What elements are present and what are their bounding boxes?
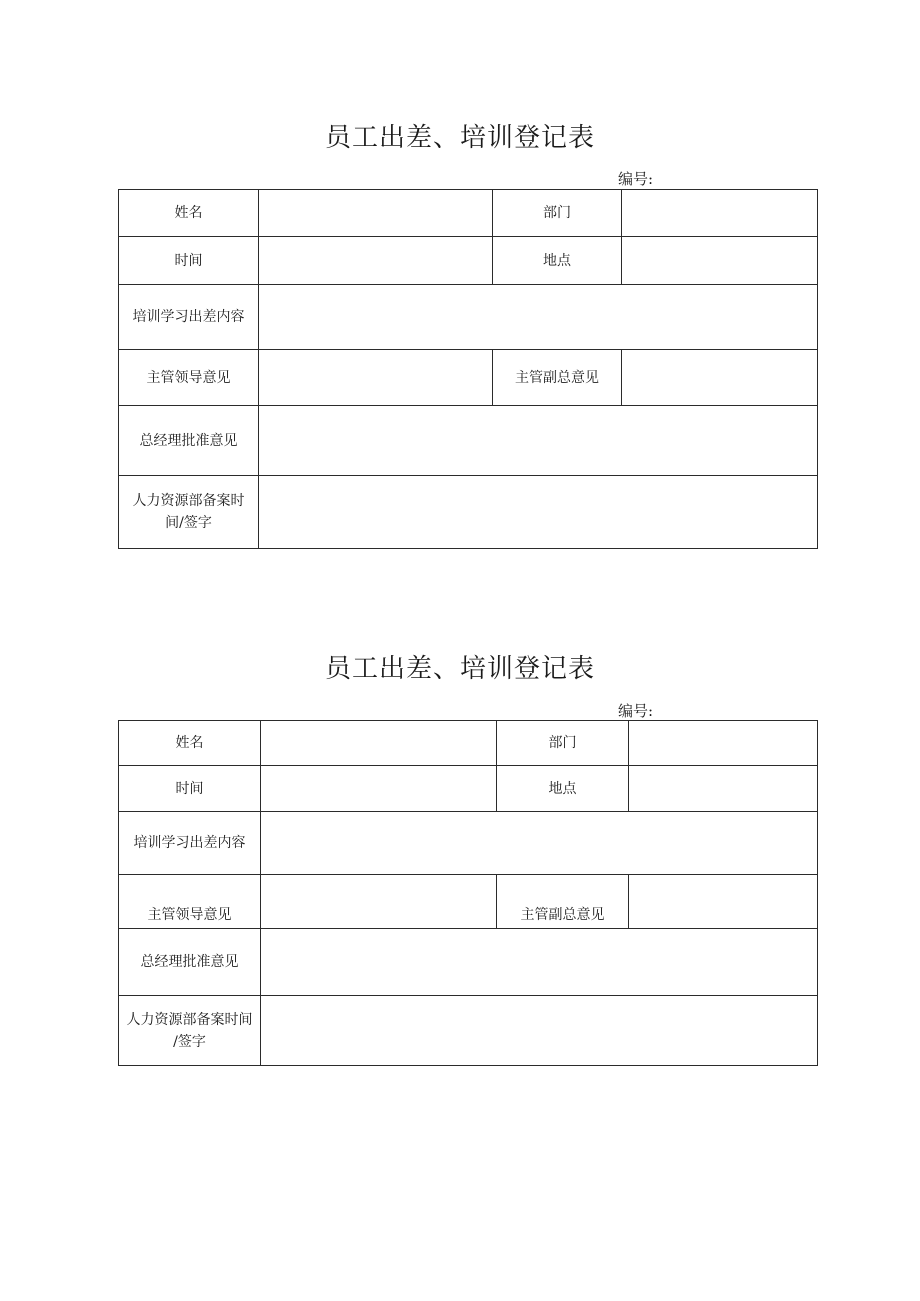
content-label: 培训学习出差内容 [119,285,259,350]
name-label: 姓名 [119,721,261,766]
hr-record-label-line2: /签字 [173,1033,206,1050]
hr-record-label-line1: 人力资源部备案时间 [126,1011,253,1028]
deputy-opinion-field[interactable] [629,875,818,929]
name-field[interactable] [261,721,497,766]
gm-approval-field[interactable] [259,406,818,476]
supervisor-opinion-field[interactable] [261,875,497,929]
content-label: 培训学习出差内容 [119,812,261,875]
supervisor-opinion-field[interactable] [259,350,493,406]
supervisor-opinion-label: 主管领导意见 [119,875,261,929]
deputy-opinion-label: 主管副总意见 [493,350,622,406]
time-label: 时间 [119,766,261,812]
hr-record-label-line1: 人力资源部备案时 [132,493,245,509]
content-field[interactable] [261,812,818,875]
location-field[interactable] [629,766,818,812]
gm-approval-field[interactable] [261,929,818,996]
department-label: 部门 [493,190,622,237]
form-1-serial-label: 编号: [618,170,654,188]
hr-record-label [119,996,261,1066]
time-field[interactable] [261,766,497,812]
location-field[interactable] [622,237,818,285]
hr-record-field[interactable] [261,996,818,1066]
form-1-table [118,189,818,549]
department-label: 部门 [497,721,629,766]
location-label: 地点 [497,766,629,812]
form-2-serial-label: 编号: [618,702,654,720]
deputy-opinion-label: 主管副总意见 [497,875,629,929]
hr-record-field[interactable] [259,476,818,549]
location-label: 地点 [493,237,622,285]
supervisor-opinion-label: 主管领导意见 [119,350,259,406]
name-field[interactable] [259,190,493,237]
form-1-title: 员工出差、培训登记表 [324,123,595,153]
content-field[interactable] [259,285,818,350]
name-label: 姓名 [119,190,259,237]
department-field[interactable] [629,721,818,766]
time-field[interactable] [259,237,493,285]
form-2-title: 员工出差、培训登记表 [324,654,595,684]
form-2-table [118,720,818,1066]
hr-record-label-line2: 间/签字 [165,515,212,531]
gm-approval-label: 总经理批准意见 [119,406,259,476]
gm-approval-label: 总经理批准意见 [119,929,261,996]
hr-record-label [119,476,259,549]
deputy-opinion-field[interactable] [622,350,818,406]
department-field[interactable] [622,190,818,237]
time-label: 时间 [119,237,259,285]
